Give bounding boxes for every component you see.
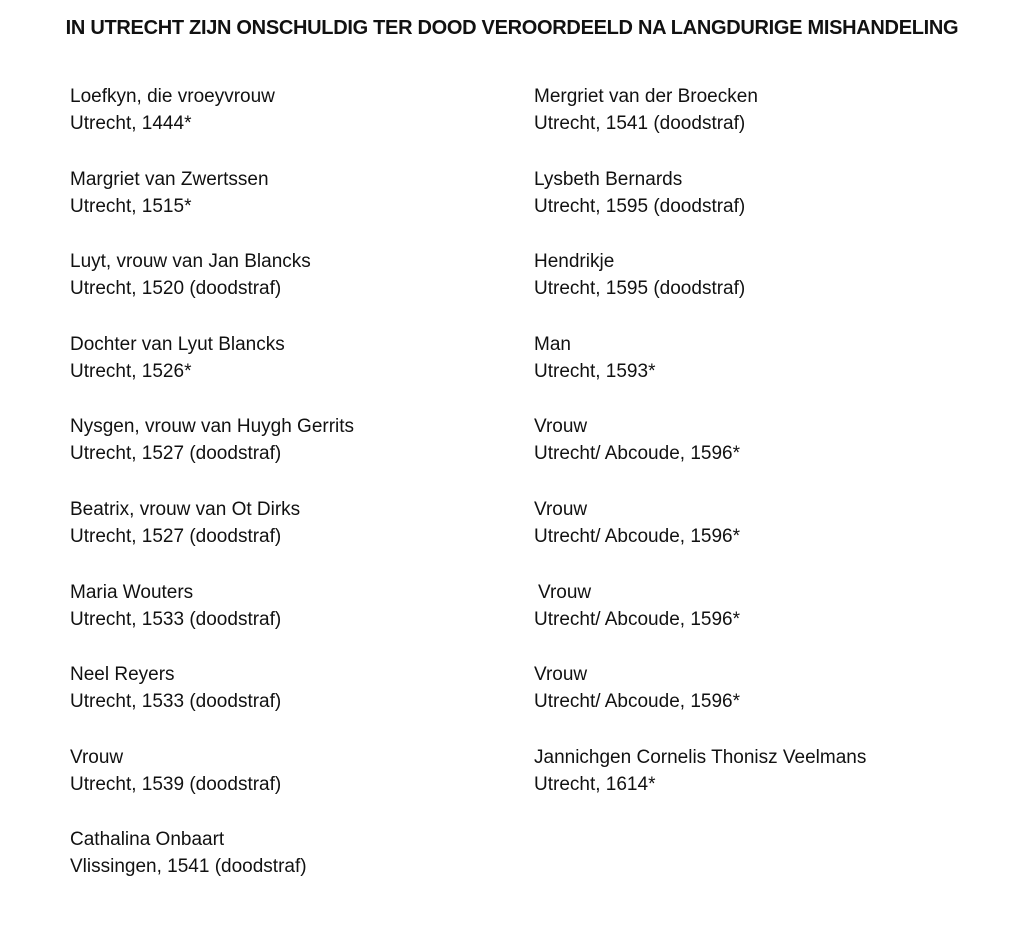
list-item — [70, 166, 354, 249]
entry-name: Vrouw — [534, 498, 588, 520]
entry-detail: Utrecht, 1527 (doodstraf) — [70, 525, 282, 547]
entry-name: Lysbeth Bernards — [534, 168, 683, 190]
list-item — [70, 83, 354, 166]
entry-detail: Utrecht/ Abcoude, 1596* — [534, 691, 740, 713]
entry-name: Loefkyn, die vroeyvrouw — [70, 86, 275, 107]
list-item — [70, 826, 354, 909]
list-item — [70, 744, 354, 827]
right-column — [534, 83, 866, 826]
entry-name: Margriet van Zwertssen — [70, 168, 269, 190]
entry-detail: Utrecht/ Abcoude, 1596* — [534, 443, 740, 465]
entry-name: Dochter van Lyut Blancks — [70, 333, 285, 355]
entry-detail: Utrecht, 1593* — [534, 360, 656, 382]
list-item — [534, 579, 866, 662]
entry-detail: Utrecht, 1526* — [70, 360, 192, 382]
entry-detail: Utrecht, 1444* — [70, 113, 192, 134]
entry-detail: Utrecht, 1527 (doodstraf) — [70, 443, 282, 465]
entry-name: Maria Wouters — [70, 581, 194, 603]
entry-detail: Utrecht, 1539 (doodstraf) — [70, 773, 282, 795]
list-item — [534, 331, 866, 414]
list-item — [70, 496, 354, 579]
list-item — [534, 496, 866, 579]
page-title: IN UTRECHT ZIJN ONSCHULDIG TER DOOD VEROORDEELD NA LANGDURIGE MISHANDELING — [65, 17, 959, 39]
list-item — [534, 413, 866, 496]
list-item — [534, 166, 866, 249]
entry-name: Vrouw — [70, 746, 124, 768]
list-item — [70, 248, 354, 331]
entry-detail: Utrecht, 1595 (doodstraf) — [534, 195, 746, 217]
list-item — [70, 661, 354, 744]
list-item — [70, 579, 354, 662]
entry-name: Beatrix, vrouw van Ot Dirks — [70, 498, 301, 520]
entry-detail: Utrecht, 1533 (doodstraf) — [70, 608, 282, 630]
left-column — [70, 83, 354, 909]
list-item — [534, 83, 866, 166]
entry-detail: Utrecht, 1533 (doodstraf) — [70, 691, 282, 713]
entry-detail: Utrecht/ Abcoude, 1596* — [534, 525, 740, 547]
entry-name: Jannichgen Cornelis Thonisz Veelmans — [534, 746, 867, 768]
entry-name: Nysgen, vrouw van Huygh Gerrits — [70, 416, 355, 438]
list-item — [534, 661, 866, 744]
entry-detail: Vlissingen, 1541 (doodstraf) — [70, 856, 307, 878]
list-item — [534, 744, 866, 827]
entry-name: Vrouw — [534, 416, 588, 438]
entry-name: Luyt, vrouw van Jan Blancks — [70, 251, 311, 273]
entry-name: Vrouw — [538, 581, 592, 603]
entry-detail: Utrecht, 1595 (doodstraf) — [534, 278, 746, 300]
entry-name: Cathalina Onbaart — [70, 829, 225, 851]
entry-name: Hendrikje — [534, 251, 615, 273]
entry-detail: Utrecht, 1515* — [70, 195, 192, 217]
entry-detail: Utrecht, 1541 (doodstraf) — [534, 113, 746, 134]
list-item — [70, 331, 354, 414]
entry-name: Vrouw — [534, 664, 588, 686]
entry-detail: Utrecht, 1520 (doodstraf) — [70, 278, 282, 300]
entry-name: Man — [534, 333, 571, 355]
list-item — [534, 248, 866, 331]
entry-name: Mergriet van der Broecken — [534, 86, 758, 107]
entry-name: Neel Reyers — [70, 664, 175, 686]
entry-detail: Utrecht, 1614* — [534, 773, 656, 795]
entry-detail: Utrecht/ Abcoude, 1596* — [534, 608, 740, 630]
list-item — [70, 413, 354, 496]
